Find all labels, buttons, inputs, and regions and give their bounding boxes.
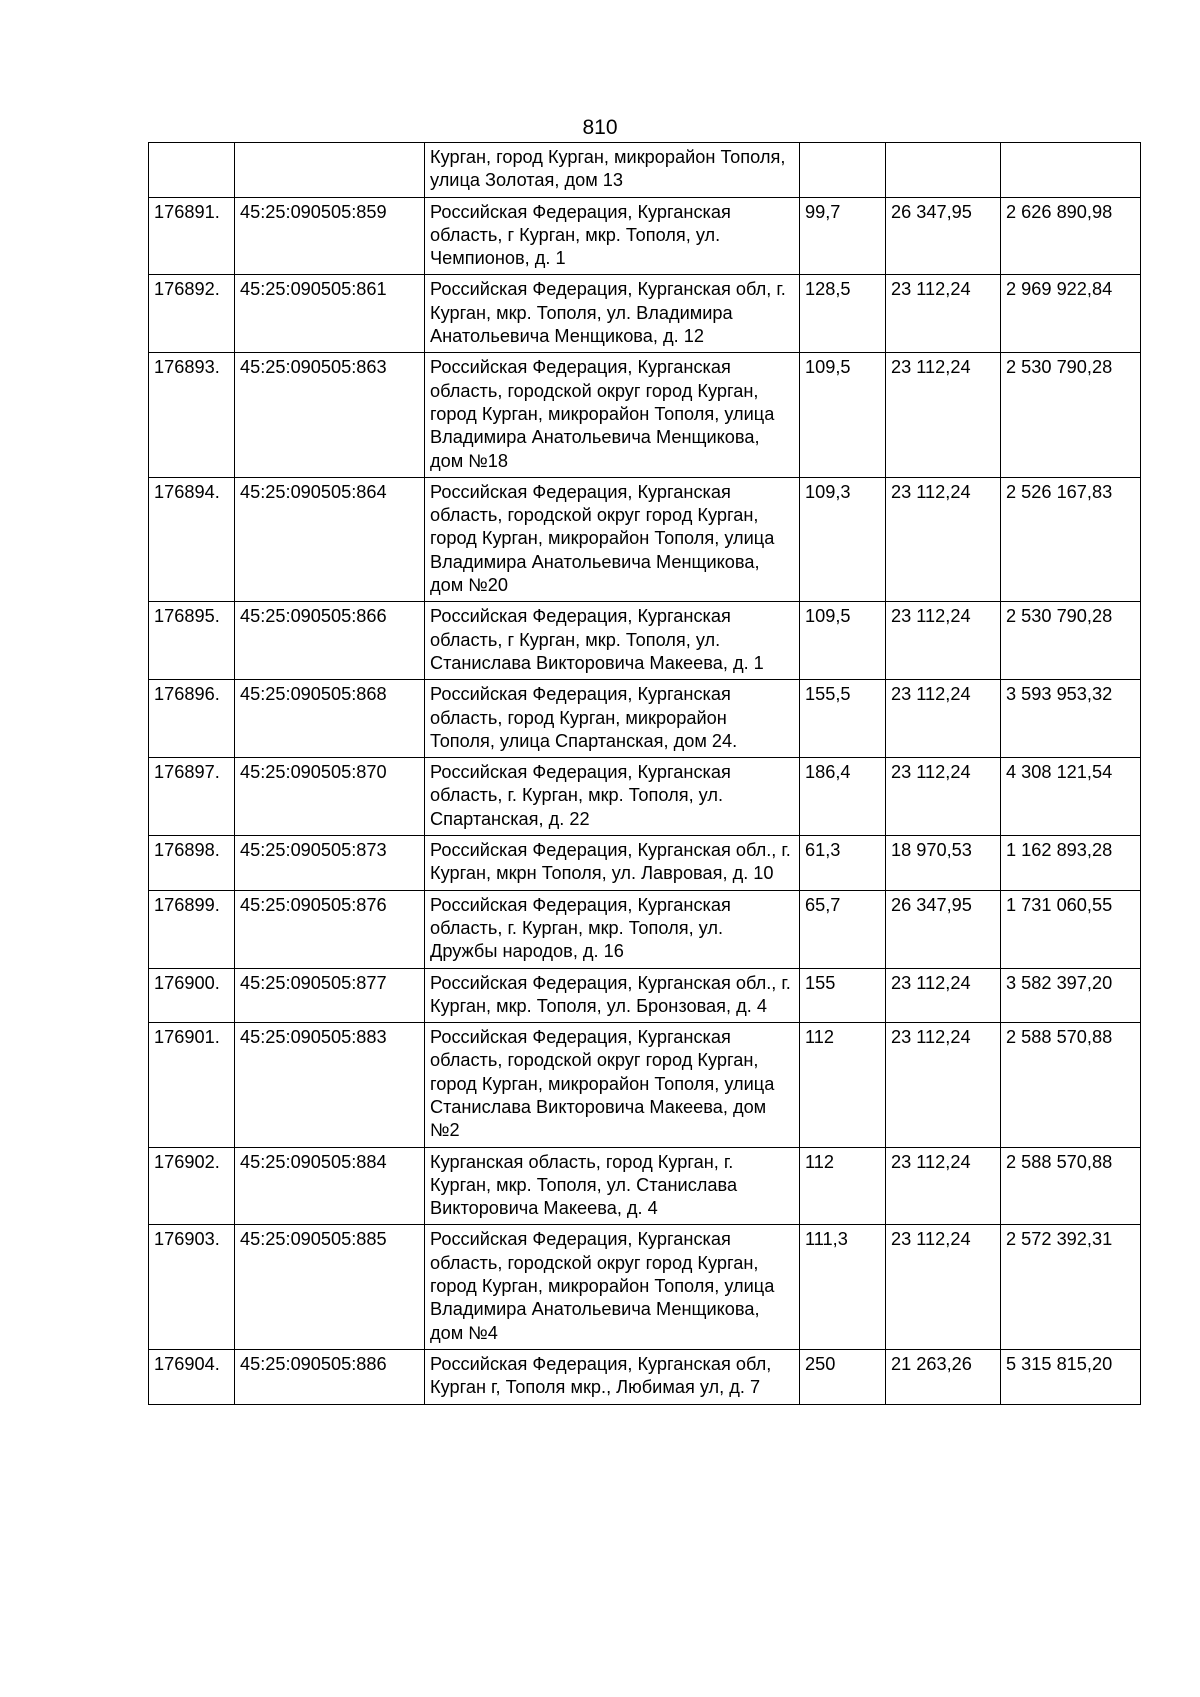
row-number-cell: 176892. — [149, 275, 235, 353]
cadastral-number-cell: 45:25:090505:870 — [235, 758, 425, 836]
row-number-cell: 176899. — [149, 890, 235, 968]
table-body — [149, 143, 1141, 1405]
area-cell: 250 — [800, 1349, 886, 1404]
area-cell: 109,5 — [800, 353, 886, 477]
specific-value-cell: 23 112,24 — [886, 477, 1001, 601]
cadastral-value-cell: 2 530 790,28 — [1001, 353, 1141, 477]
specific-value-cell: 23 112,24 — [886, 1023, 1001, 1147]
area-cell: 186,4 — [800, 758, 886, 836]
row-number-cell: 176891. — [149, 197, 235, 275]
cadastral-value-cell: 2 969 922,84 — [1001, 275, 1141, 353]
cadastral-number-cell: 45:25:090505:864 — [235, 477, 425, 601]
area-cell — [800, 143, 886, 198]
specific-value-cell: 26 347,95 — [886, 890, 1001, 968]
specific-value-cell: 23 112,24 — [886, 968, 1001, 1023]
specific-value-cell: 18 970,53 — [886, 836, 1001, 891]
area-cell: 155,5 — [800, 680, 886, 758]
specific-value-cell: 23 112,24 — [886, 1147, 1001, 1225]
cadastral-value-cell: 3 593 953,32 — [1001, 680, 1141, 758]
address-cell: Российская Федерация, Курганская обл, Курган г, Тополя мкр., Любимая ул, д. 7 — [425, 1349, 800, 1404]
row-number-cell: 176894. — [149, 477, 235, 601]
specific-value-cell — [886, 143, 1001, 198]
address-cell: Российская Федерация, Курганская область, г. Курган, мкр. Тополя, ул. Дружбы народов, д. 16 — [425, 890, 800, 968]
cadastral-value-table — [148, 142, 1141, 1405]
address-cell: Курган, город Курган, микрорайон Тополя, улица Золотая, дом 13 — [425, 143, 800, 198]
cadastral-value-cell — [1001, 143, 1141, 198]
cadastral-number-cell: 45:25:090505:859 — [235, 197, 425, 275]
cadastral-value-cell: 4 308 121,54 — [1001, 758, 1141, 836]
table-row — [149, 1023, 1141, 1147]
cadastral-number-cell — [235, 143, 425, 198]
cadastral-number-cell: 45:25:090505:883 — [235, 1023, 425, 1147]
cadastral-number-cell: 45:25:090505:861 — [235, 275, 425, 353]
address-cell: Курганская область, город Курган, г. Курган, мкр. Тополя, ул. Станислава Викторовича Макеева, д. 4 — [425, 1147, 800, 1225]
area-cell: 155 — [800, 968, 886, 1023]
cadastral-value-cell: 2 530 790,28 — [1001, 602, 1141, 680]
row-number-cell: 176898. — [149, 836, 235, 891]
cadastral-number-cell: 45:25:090505:876 — [235, 890, 425, 968]
cadastral-number-cell: 45:25:090505:884 — [235, 1147, 425, 1225]
table-row — [149, 890, 1141, 968]
area-cell: 112 — [800, 1023, 886, 1147]
table-row — [149, 1349, 1141, 1404]
cadastral-number-cell: 45:25:090505:877 — [235, 968, 425, 1023]
row-number-cell: 176902. — [149, 1147, 235, 1225]
table-row — [149, 353, 1141, 477]
cadastral-value-cell: 2 572 392,31 — [1001, 1225, 1141, 1349]
address-cell: Российская Федерация, Курганская область, г Курган, мкр. Тополя, ул. Станислава Викторовича Макеева, д. 1 — [425, 602, 800, 680]
table-row — [149, 143, 1141, 198]
specific-value-cell: 23 112,24 — [886, 353, 1001, 477]
table-row — [149, 1147, 1141, 1225]
table-row — [149, 680, 1141, 758]
address-cell: Российская Федерация, Курганская область, г Курган, мкр. Тополя, ул. Чемпионов, д. 1 — [425, 197, 800, 275]
address-cell: Российская Федерация, Курганская область, городской округ город Курган, город Курган, микрорайон Тополя, улица Владимира Анатольевича Менщикова, дом №4 — [425, 1225, 800, 1349]
specific-value-cell: 23 112,24 — [886, 680, 1001, 758]
area-cell: 109,5 — [800, 602, 886, 680]
table-row — [149, 836, 1141, 891]
row-number-cell — [149, 143, 235, 198]
cadastral-value-cell: 2 588 570,88 — [1001, 1147, 1141, 1225]
area-cell: 128,5 — [800, 275, 886, 353]
area-cell: 99,7 — [800, 197, 886, 275]
page-number: 810 — [582, 116, 618, 139]
row-number-cell: 176893. — [149, 353, 235, 477]
row-number-cell: 176895. — [149, 602, 235, 680]
row-number-cell: 176900. — [149, 968, 235, 1023]
specific-value-cell: 21 263,26 — [886, 1349, 1001, 1404]
cadastral-value-cell: 3 582 397,20 — [1001, 968, 1141, 1023]
cadastral-number-cell: 45:25:090505:886 — [235, 1349, 425, 1404]
specific-value-cell: 23 112,24 — [886, 602, 1001, 680]
cadastral-value-cell: 2 626 890,98 — [1001, 197, 1141, 275]
specific-value-cell: 23 112,24 — [886, 1225, 1001, 1349]
area-cell: 112 — [800, 1147, 886, 1225]
cadastral-value-cell: 2 588 570,88 — [1001, 1023, 1141, 1147]
address-cell: Российская Федерация, Курганская область, город Курган, микрорайон Тополя, улица Спартанская, дом 24. — [425, 680, 800, 758]
address-cell: Российская Федерация, Курганская обл., г. Курган, мкрн Тополя, ул. Лавровая, д. 10 — [425, 836, 800, 891]
specific-value-cell: 23 112,24 — [886, 275, 1001, 353]
table-row — [149, 602, 1141, 680]
address-cell: Российская Федерация, Курганская обл., г. Курган, мкр. Тополя, ул. Бронзовая, д. 4 — [425, 968, 800, 1023]
row-number-cell: 176903. — [149, 1225, 235, 1349]
table-row — [149, 275, 1141, 353]
cadastral-value-cell: 1 162 893,28 — [1001, 836, 1141, 891]
cadastral-number-cell: 45:25:090505:866 — [235, 602, 425, 680]
area-cell: 65,7 — [800, 890, 886, 968]
specific-value-cell: 26 347,95 — [886, 197, 1001, 275]
cadastral-number-cell: 45:25:090505:885 — [235, 1225, 425, 1349]
cadastral-number-cell: 45:25:090505:873 — [235, 836, 425, 891]
table-row — [149, 477, 1141, 601]
row-number-cell: 176896. — [149, 680, 235, 758]
specific-value-cell: 23 112,24 — [886, 758, 1001, 836]
area-cell: 111,3 — [800, 1225, 886, 1349]
cadastral-number-cell: 45:25:090505:863 — [235, 353, 425, 477]
row-number-cell: 176897. — [149, 758, 235, 836]
address-cell: Российская Федерация, Курганская область, г. Курган, мкр. Тополя, ул. Спартанская, д. 22 — [425, 758, 800, 836]
table-row — [149, 1225, 1141, 1349]
address-cell: Российская Федерация, Курганская область, городской округ город Курган, город Курган, микрорайон Тополя, улица Станислава Викторовича Макеева, дом №2 — [425, 1023, 800, 1147]
area-cell: 109,3 — [800, 477, 886, 601]
address-cell: Российская Федерация, Курганская область, городской округ город Курган, город Курган, микрорайон Тополя, улица Владимира Анатольевича Менщикова, дом №20 — [425, 477, 800, 601]
row-number-cell: 176904. — [149, 1349, 235, 1404]
cadastral-value-cell: 5 315 815,20 — [1001, 1349, 1141, 1404]
table-row — [149, 968, 1141, 1023]
address-cell: Российская Федерация, Курганская область, городской округ город Курган, город Курган, микрорайон Тополя, улица Владимира Анатольевича Менщикова, дом №18 — [425, 353, 800, 477]
row-number-cell: 176901. — [149, 1023, 235, 1147]
cadastral-value-cell: 1 731 060,55 — [1001, 890, 1141, 968]
cadastral-number-cell: 45:25:090505:868 — [235, 680, 425, 758]
area-cell: 61,3 — [800, 836, 886, 891]
cadastral-value-cell: 2 526 167,83 — [1001, 477, 1141, 601]
table-row — [149, 758, 1141, 836]
address-cell: Российская Федерация, Курганская обл, г. Курган, мкр. Тополя, ул. Владимира Анатольевича Менщикова, д. 12 — [425, 275, 800, 353]
table-row — [149, 197, 1141, 275]
